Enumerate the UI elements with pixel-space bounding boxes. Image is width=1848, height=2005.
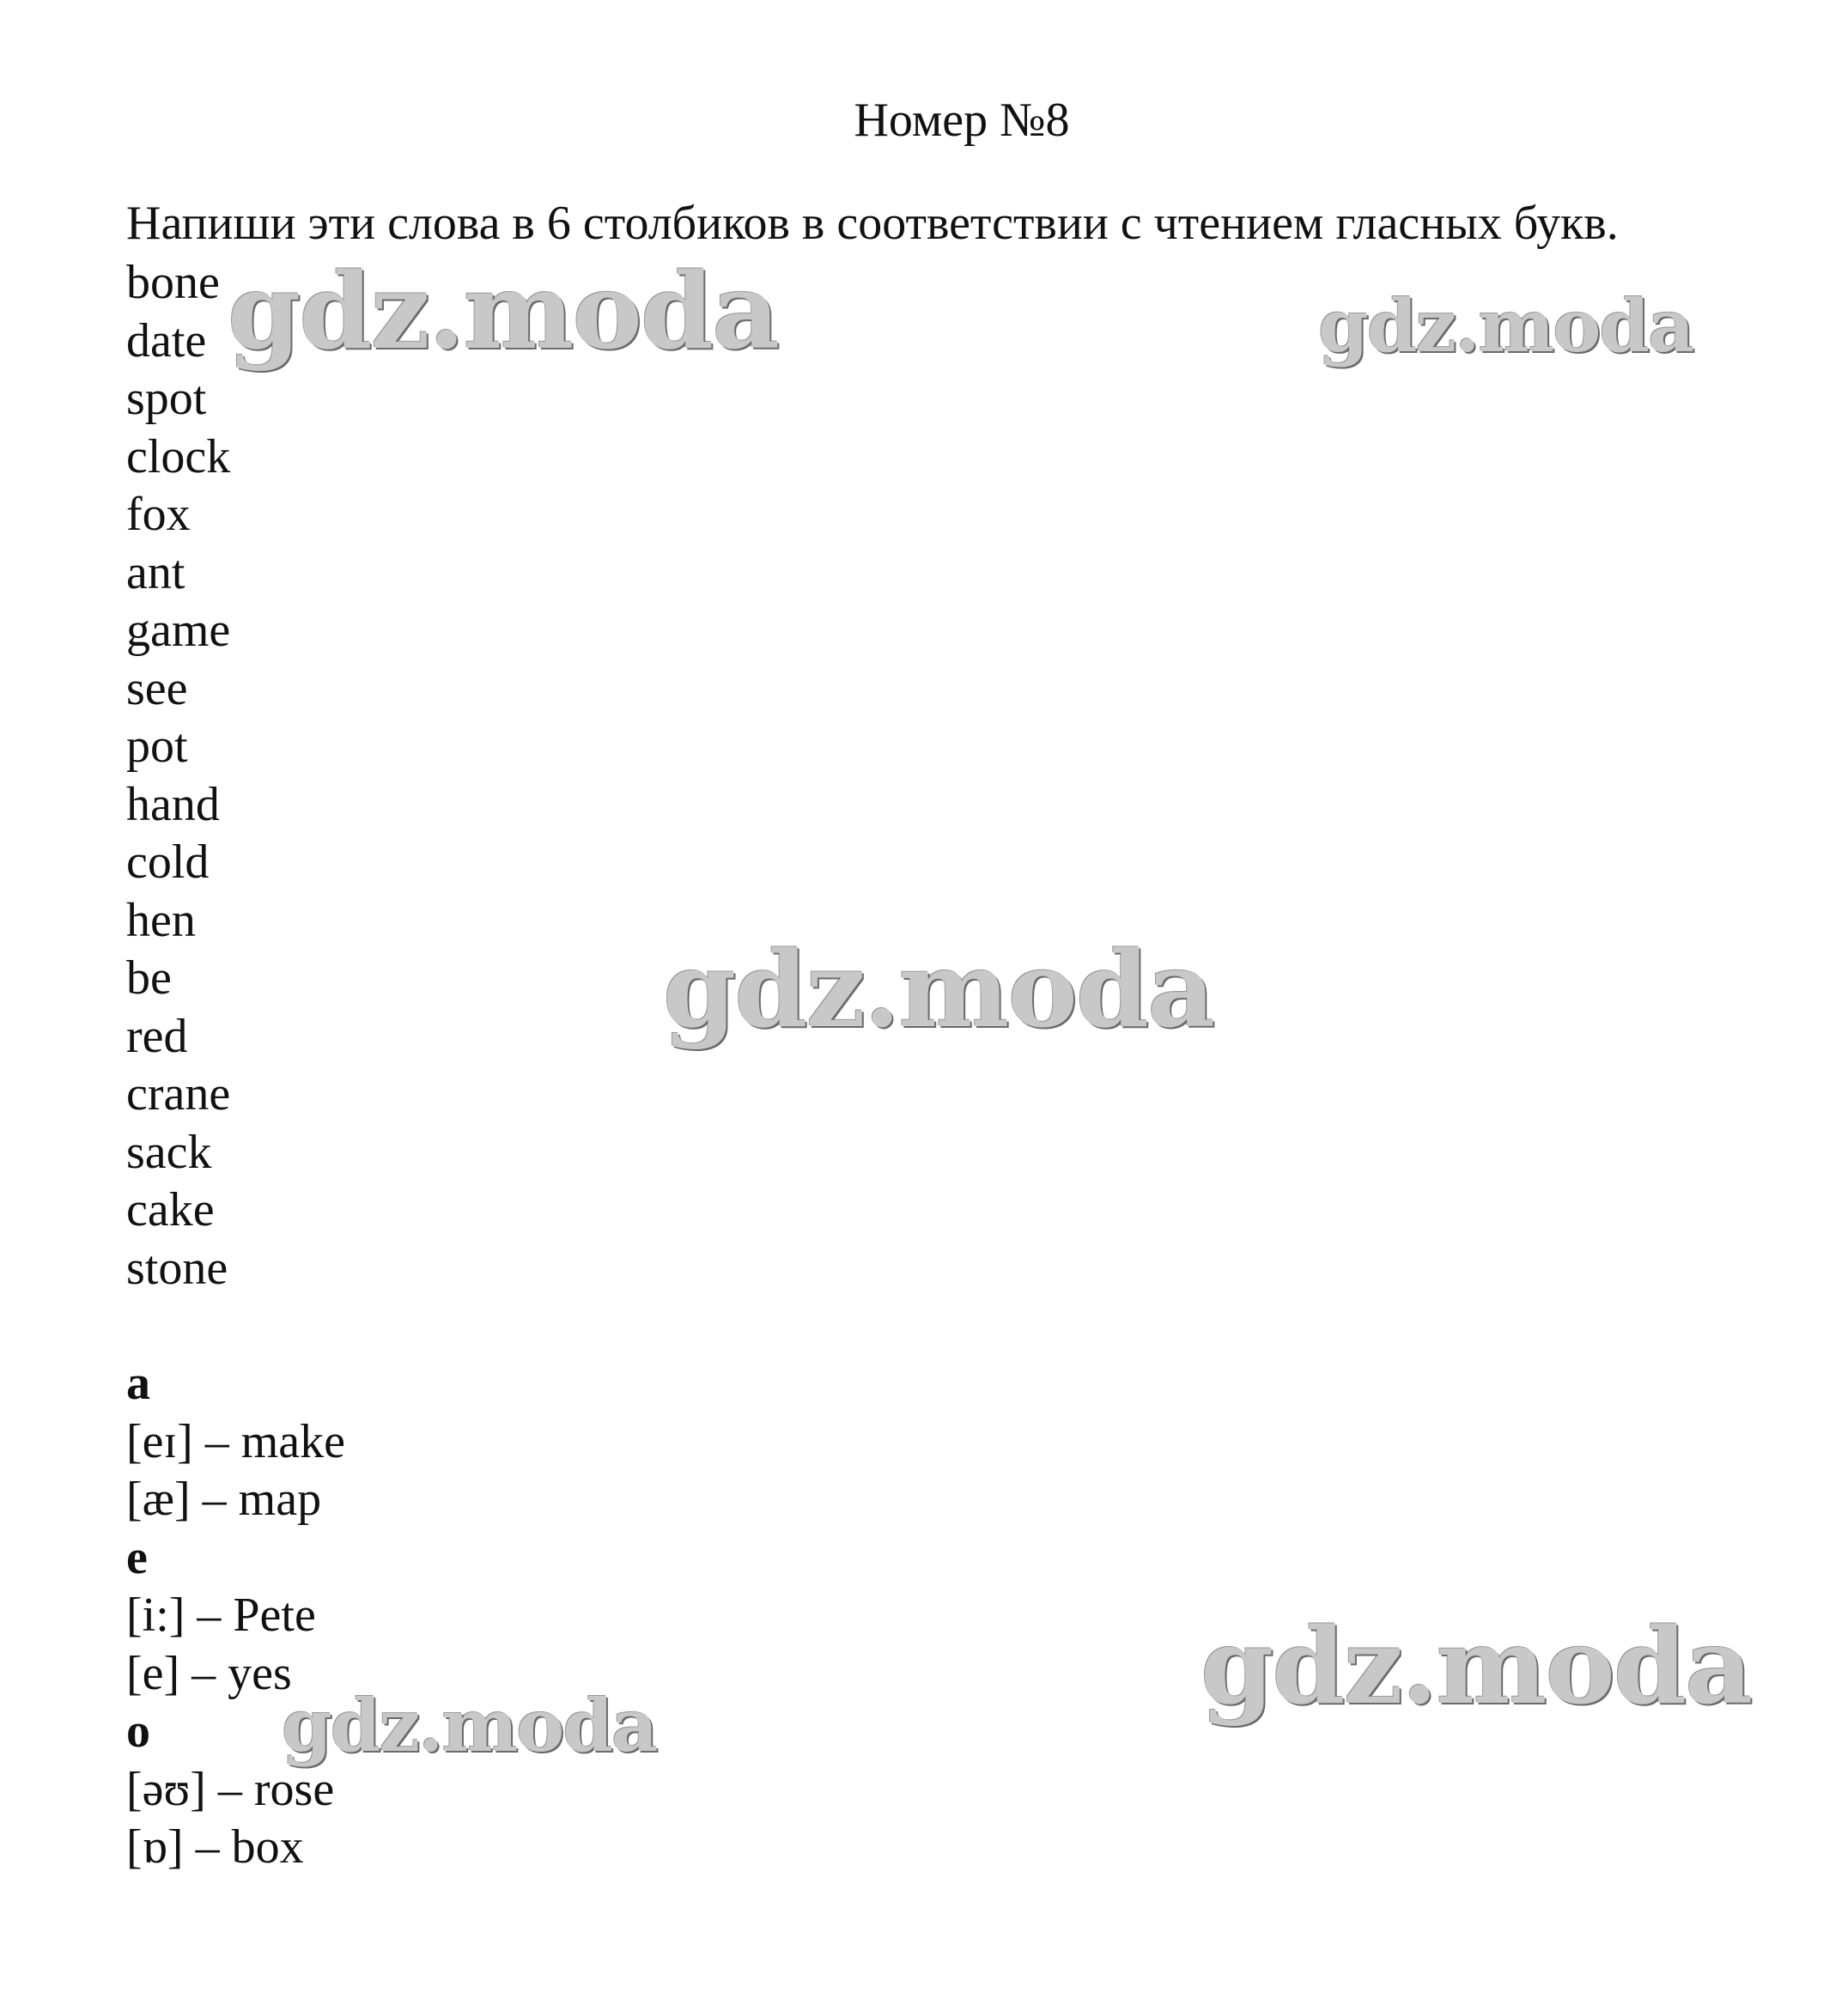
- word-item: pot: [126, 720, 188, 773]
- word-item: date: [126, 313, 207, 368]
- page-title: Номер №8: [854, 94, 1070, 147]
- word-list: [126, 254, 230, 1297]
- sound-example: [e] – yes: [126, 1646, 292, 1700]
- sound-example: [æ] – map: [126, 1473, 322, 1526]
- watermark: gdz.moda: [1318, 283, 1693, 368]
- word-item: bone: [126, 256, 220, 309]
- instruction-text: Напиши эти слова в 6 столбиков в соответствии с чтением гласных букв.: [126, 197, 1619, 250]
- watermark: gdz.moda: [663, 927, 1214, 1051]
- word-item: see: [126, 661, 188, 715]
- word-item: crane: [126, 1067, 231, 1121]
- word-item: hand: [126, 777, 220, 831]
- word-item: stone: [126, 1241, 228, 1295]
- word-item: be: [126, 951, 172, 1005]
- word-item: hen: [126, 893, 196, 947]
- word-item: sack: [126, 1125, 212, 1179]
- vowel-heading-a: a: [126, 1357, 150, 1410]
- vowel-legend: [126, 1355, 345, 1877]
- word-item: spot: [126, 372, 207, 425]
- word-item: fox: [126, 488, 191, 541]
- word-item: red: [126, 1009, 188, 1063]
- vowel-heading-e: e: [126, 1530, 148, 1584]
- watermark: gdz.moda: [282, 1683, 657, 1768]
- sound-example: [i:] – Pete: [126, 1589, 316, 1642]
- watermark: gdz.moda: [1201, 1604, 1752, 1728]
- word-item: game: [126, 604, 231, 657]
- watermark: gdz.moda: [228, 249, 779, 373]
- word-item: clock: [126, 429, 231, 483]
- sound-example: [eɪ] – make: [126, 1414, 345, 1468]
- word-item: ant: [126, 545, 185, 599]
- sound-example: [əʊ] – rose: [126, 1762, 335, 1816]
- sound-example: [ɒ] – box: [126, 1820, 304, 1874]
- word-item: cake: [126, 1183, 215, 1236]
- word-item: cold: [126, 835, 210, 889]
- vowel-heading-o: o: [126, 1704, 150, 1758]
